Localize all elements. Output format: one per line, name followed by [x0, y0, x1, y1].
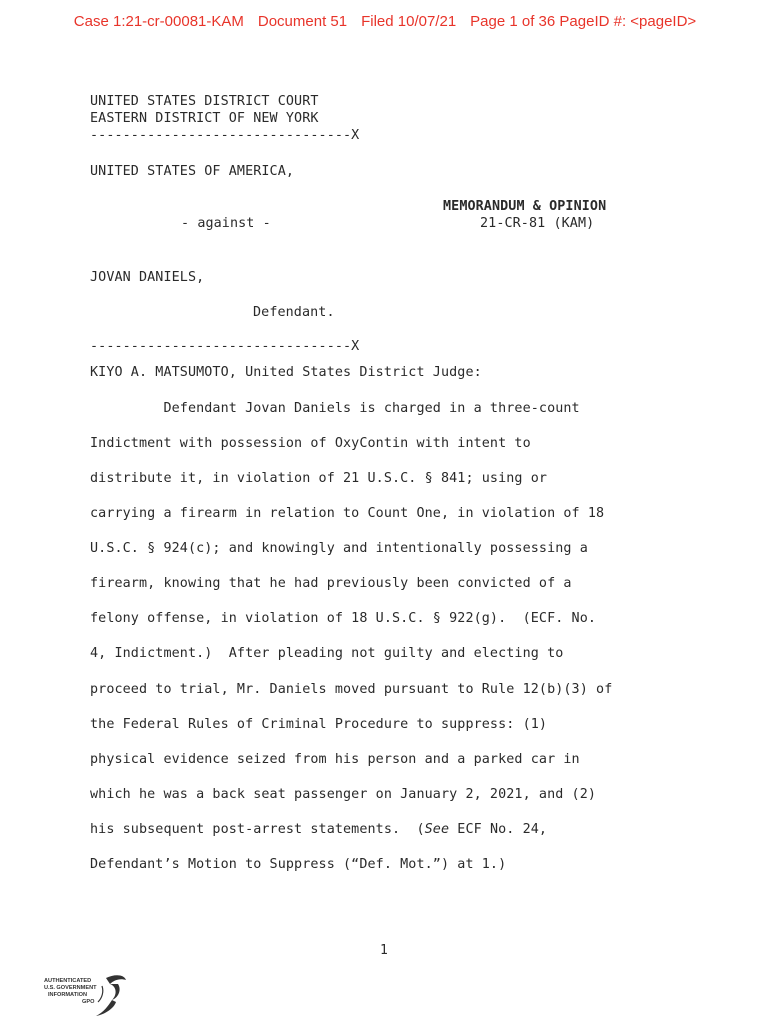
- court-name-line2: EASTERN DISTRICT OF NEW YORK: [90, 111, 319, 126]
- body-line: Indictment with possession of OxyContin with intent to: [90, 436, 531, 451]
- judge-line: KIYO A. MATSUMOTO, United States District Judge:: [90, 365, 482, 380]
- see-signal: See: [424, 822, 450, 837]
- caption-divider-top: --------------------------------X: [90, 128, 360, 143]
- header-document-number: Document 51: [257, 13, 348, 30]
- logo-text-line3: INFORMATION: [48, 992, 88, 998]
- body-line: physical evidence seized from his person and a parked car in: [90, 752, 580, 767]
- header-page-info: Page 1 of 36 PageID #: <pageID>: [470, 13, 697, 30]
- body-line: U.S.C. § 924(c); and knowingly and intentionally possessing a: [90, 541, 588, 556]
- defendant-role: Defendant.: [253, 305, 335, 320]
- body-line: which he was a back seat passenger on January 2, 2021, and (2): [90, 787, 597, 802]
- body-line: Defendant Jovan Daniels is charged in a three-count: [90, 401, 580, 416]
- gpo-authenticated-logo: [44, 972, 128, 1018]
- header-case-number: Case 1:21-cr-00081-KAM: [73, 13, 244, 30]
- body-line: carrying a firearm in relation to Count One, in violation of 18: [90, 506, 605, 521]
- header-filed-date: Filed 10/07/21: [361, 13, 457, 30]
- eagle-icon: [96, 975, 126, 1016]
- body-line: distribute it, in violation of 21 U.S.C. § 841; using or: [90, 471, 548, 486]
- logo-text-line2: U.S. GOVERNMENT: [44, 985, 97, 991]
- logo-text-line1: AUTHENTICATED: [44, 978, 92, 984]
- body-text: ECF No. 24,: [449, 822, 548, 837]
- versus-label: - against -: [181, 216, 271, 231]
- body-line: the Federal Rules of Criminal Procedure to suppress: (1): [90, 717, 548, 732]
- body-line: proceed to trial, Mr. Daniels moved pursuant to Rule 12(b)(3) of: [90, 682, 613, 697]
- logo-text-line4: GPO: [82, 999, 95, 1005]
- body-text: his subsequent post-arrest statements. (: [90, 822, 425, 837]
- body-line: Defendant’s Motion to Suppress (“Def. Mot.”) at 1.): [90, 857, 507, 872]
- plaintiff-name: UNITED STATES OF AMERICA,: [90, 164, 295, 179]
- body-line: felony offense, in violation of 18 U.S.C. § 922(g). (ECF. No.: [90, 611, 597, 626]
- caption-divider-bottom: --------------------------------X: [90, 339, 360, 354]
- body-line: 4, Indictment.) After pleading not guilty and electing to: [90, 646, 564, 661]
- defendant-name: JOVAN DANIELS,: [90, 270, 205, 285]
- body-line: firearm, knowing that he had previously been convicted of a: [90, 576, 572, 591]
- filing-header: [0, 13, 770, 30]
- court-name-line1: UNITED STATES DISTRICT COURT: [90, 94, 319, 109]
- document-type: MEMORANDUM & OPINION: [443, 199, 607, 214]
- case-number: 21-CR-81 (KAM): [480, 216, 595, 231]
- body-line-with-citation: [90, 822, 547, 837]
- page-number: 1: [380, 943, 388, 958]
